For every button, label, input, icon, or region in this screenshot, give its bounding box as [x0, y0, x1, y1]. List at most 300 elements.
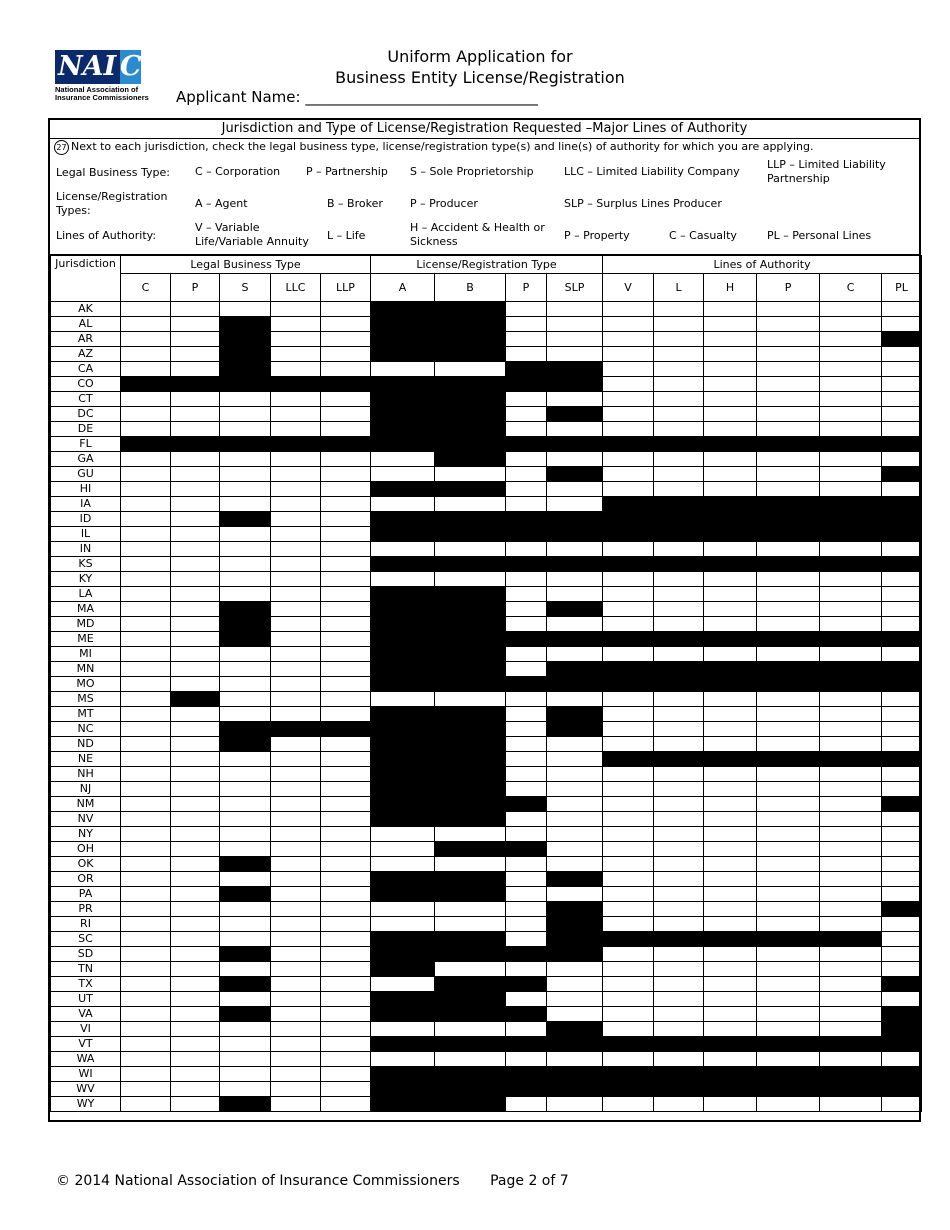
- checkbox-cell[interactable]: [757, 572, 820, 587]
- checkbox-cell[interactable]: [506, 347, 547, 362]
- checkbox-cell[interactable]: [271, 977, 321, 992]
- checkbox-cell[interactable]: [171, 1097, 220, 1112]
- checkbox-cell[interactable]: [171, 482, 220, 497]
- checkbox-cell[interactable]: [171, 767, 220, 782]
- checkbox-cell[interactable]: [171, 962, 220, 977]
- checkbox-cell[interactable]: [704, 1007, 757, 1022]
- checkbox-cell[interactable]: [704, 977, 757, 992]
- checkbox-cell[interactable]: [220, 1052, 271, 1067]
- checkbox-cell[interactable]: [171, 347, 220, 362]
- checkbox-cell[interactable]: [882, 407, 922, 422]
- checkbox-cell[interactable]: [121, 782, 171, 797]
- checkbox-cell[interactable]: [882, 692, 922, 707]
- checkbox-cell[interactable]: [506, 617, 547, 632]
- checkbox-cell[interactable]: [271, 557, 321, 572]
- checkbox-cell[interactable]: [654, 917, 704, 932]
- checkbox-cell[interactable]: [757, 482, 820, 497]
- checkbox-cell[interactable]: [820, 1052, 882, 1067]
- checkbox-cell[interactable]: [704, 722, 757, 737]
- checkbox-cell[interactable]: [321, 812, 371, 827]
- checkbox-cell[interactable]: [757, 977, 820, 992]
- checkbox-cell[interactable]: [121, 617, 171, 632]
- checkbox-cell[interactable]: [820, 917, 882, 932]
- checkbox-cell[interactable]: [506, 467, 547, 482]
- checkbox-cell[interactable]: [121, 677, 171, 692]
- checkbox-cell[interactable]: [757, 1052, 820, 1067]
- checkbox-cell[interactable]: [506, 932, 547, 947]
- checkbox-cell[interactable]: [121, 407, 171, 422]
- checkbox-cell[interactable]: [321, 932, 371, 947]
- checkbox-cell[interactable]: [506, 737, 547, 752]
- checkbox-cell[interactable]: [171, 317, 220, 332]
- checkbox-cell[interactable]: [654, 947, 704, 962]
- checkbox-cell[interactable]: [435, 1022, 506, 1037]
- checkbox-cell[interactable]: [121, 1052, 171, 1067]
- checkbox-cell[interactable]: [121, 707, 171, 722]
- checkbox-cell[interactable]: [321, 422, 371, 437]
- checkbox-cell[interactable]: [435, 467, 506, 482]
- checkbox-cell[interactable]: [820, 617, 882, 632]
- checkbox-cell[interactable]: [820, 857, 882, 872]
- checkbox-cell[interactable]: [547, 797, 603, 812]
- checkbox-cell[interactable]: [121, 452, 171, 467]
- checkbox-cell[interactable]: [435, 1052, 506, 1067]
- checkbox-cell[interactable]: [757, 302, 820, 317]
- checkbox-cell[interactable]: [121, 752, 171, 767]
- checkbox-cell[interactable]: [820, 452, 882, 467]
- checkbox-cell[interactable]: [603, 332, 654, 347]
- checkbox-cell[interactable]: [171, 707, 220, 722]
- checkbox-cell[interactable]: [321, 602, 371, 617]
- checkbox-cell[interactable]: [603, 572, 654, 587]
- checkbox-cell[interactable]: [121, 542, 171, 557]
- checkbox-cell[interactable]: [704, 647, 757, 662]
- checkbox-cell[interactable]: [121, 887, 171, 902]
- checkbox-cell[interactable]: [371, 692, 435, 707]
- checkbox-cell[interactable]: [171, 872, 220, 887]
- checkbox-cell[interactable]: [704, 617, 757, 632]
- checkbox-cell[interactable]: [757, 692, 820, 707]
- checkbox-cell[interactable]: [121, 632, 171, 647]
- checkbox-cell[interactable]: [171, 392, 220, 407]
- checkbox-cell[interactable]: [271, 932, 321, 947]
- checkbox-cell[interactable]: [654, 797, 704, 812]
- checkbox-cell[interactable]: [321, 617, 371, 632]
- checkbox-cell[interactable]: [371, 917, 435, 932]
- checkbox-cell[interactable]: [506, 722, 547, 737]
- checkbox-cell[interactable]: [547, 542, 603, 557]
- checkbox-cell[interactable]: [220, 872, 271, 887]
- checkbox-cell[interactable]: [171, 542, 220, 557]
- checkbox-cell[interactable]: [121, 362, 171, 377]
- checkbox-cell[interactable]: [603, 707, 654, 722]
- checkbox-cell[interactable]: [603, 302, 654, 317]
- checkbox-cell[interactable]: [321, 692, 371, 707]
- checkbox-cell[interactable]: [271, 962, 321, 977]
- checkbox-cell[interactable]: [121, 317, 171, 332]
- checkbox-cell[interactable]: [820, 1007, 882, 1022]
- checkbox-cell[interactable]: [121, 512, 171, 527]
- checkbox-cell[interactable]: [121, 422, 171, 437]
- checkbox-cell[interactable]: [757, 887, 820, 902]
- checkbox-cell[interactable]: [704, 602, 757, 617]
- checkbox-cell[interactable]: [882, 992, 922, 1007]
- checkbox-cell[interactable]: [547, 347, 603, 362]
- checkbox-cell[interactable]: [757, 797, 820, 812]
- checkbox-cell[interactable]: [321, 362, 371, 377]
- checkbox-cell[interactable]: [882, 542, 922, 557]
- checkbox-cell[interactable]: [435, 572, 506, 587]
- checkbox-cell[interactable]: [547, 827, 603, 842]
- checkbox-cell[interactable]: [220, 692, 271, 707]
- checkbox-cell[interactable]: [171, 827, 220, 842]
- checkbox-cell[interactable]: [882, 422, 922, 437]
- checkbox-cell[interactable]: [704, 1052, 757, 1067]
- checkbox-cell[interactable]: [704, 872, 757, 887]
- checkbox-cell[interactable]: [271, 677, 321, 692]
- checkbox-cell[interactable]: [121, 992, 171, 1007]
- checkbox-cell[interactable]: [121, 527, 171, 542]
- checkbox-cell[interactable]: [882, 767, 922, 782]
- checkbox-cell[interactable]: [321, 902, 371, 917]
- checkbox-cell[interactable]: [506, 767, 547, 782]
- checkbox-cell[interactable]: [171, 617, 220, 632]
- checkbox-cell[interactable]: [757, 452, 820, 467]
- checkbox-cell[interactable]: [506, 782, 547, 797]
- checkbox-cell[interactable]: [271, 707, 321, 722]
- checkbox-cell[interactable]: [121, 977, 171, 992]
- checkbox-cell[interactable]: [321, 632, 371, 647]
- checkbox-cell[interactable]: [547, 782, 603, 797]
- checkbox-cell[interactable]: [321, 512, 371, 527]
- checkbox-cell[interactable]: [220, 662, 271, 677]
- checkbox-cell[interactable]: [820, 647, 882, 662]
- checkbox-cell[interactable]: [121, 827, 171, 842]
- checkbox-cell[interactable]: [603, 782, 654, 797]
- checkbox-cell[interactable]: [704, 827, 757, 842]
- checkbox-cell[interactable]: [882, 872, 922, 887]
- checkbox-cell[interactable]: [820, 332, 882, 347]
- checkbox-cell[interactable]: [220, 1037, 271, 1052]
- checkbox-cell[interactable]: [171, 362, 220, 377]
- checkbox-cell[interactable]: [882, 452, 922, 467]
- checkbox-cell[interactable]: [547, 587, 603, 602]
- checkbox-cell[interactable]: [506, 1052, 547, 1067]
- checkbox-cell[interactable]: [547, 302, 603, 317]
- checkbox-cell[interactable]: [321, 887, 371, 902]
- checkbox-cell[interactable]: [271, 647, 321, 662]
- checkbox-cell[interactable]: [220, 392, 271, 407]
- checkbox-cell[interactable]: [882, 617, 922, 632]
- checkbox-cell[interactable]: [757, 317, 820, 332]
- checkbox-cell[interactable]: [271, 857, 321, 872]
- checkbox-cell[interactable]: [603, 902, 654, 917]
- checkbox-cell[interactable]: [820, 602, 882, 617]
- checkbox-cell[interactable]: [506, 752, 547, 767]
- checkbox-cell[interactable]: [321, 662, 371, 677]
- checkbox-cell[interactable]: [506, 587, 547, 602]
- checkbox-cell[interactable]: [321, 872, 371, 887]
- checkbox-cell[interactable]: [506, 407, 547, 422]
- checkbox-cell[interactable]: [271, 1067, 321, 1082]
- checkbox-cell[interactable]: [371, 452, 435, 467]
- checkbox-cell[interactable]: [121, 722, 171, 737]
- checkbox-cell[interactable]: [220, 1082, 271, 1097]
- checkbox-cell[interactable]: [220, 572, 271, 587]
- checkbox-cell[interactable]: [321, 827, 371, 842]
- checkbox-cell[interactable]: [820, 737, 882, 752]
- checkbox-cell[interactable]: [820, 407, 882, 422]
- checkbox-cell[interactable]: [704, 362, 757, 377]
- checkbox-cell[interactable]: [271, 1037, 321, 1052]
- checkbox-cell[interactable]: [271, 782, 321, 797]
- checkbox-cell[interactable]: [757, 392, 820, 407]
- checkbox-cell[interactable]: [271, 347, 321, 362]
- checkbox-cell[interactable]: [757, 917, 820, 932]
- checkbox-cell[interactable]: [121, 1067, 171, 1082]
- checkbox-cell[interactable]: [271, 767, 321, 782]
- checkbox-cell[interactable]: [603, 992, 654, 1007]
- checkbox-cell[interactable]: [654, 347, 704, 362]
- checkbox-cell[interactable]: [506, 917, 547, 932]
- checkbox-cell[interactable]: [654, 977, 704, 992]
- checkbox-cell[interactable]: [271, 497, 321, 512]
- checkbox-cell[interactable]: [820, 317, 882, 332]
- checkbox-cell[interactable]: [171, 1052, 220, 1067]
- checkbox-cell[interactable]: [171, 677, 220, 692]
- checkbox-cell[interactable]: [704, 842, 757, 857]
- checkbox-cell[interactable]: [371, 467, 435, 482]
- checkbox-cell[interactable]: [654, 737, 704, 752]
- checkbox-cell[interactable]: [547, 887, 603, 902]
- checkbox-cell[interactable]: [882, 962, 922, 977]
- checkbox-cell[interactable]: [704, 452, 757, 467]
- checkbox-cell[interactable]: [704, 1097, 757, 1112]
- checkbox-cell[interactable]: [220, 752, 271, 767]
- checkbox-cell[interactable]: [704, 707, 757, 722]
- checkbox-cell[interactable]: [121, 482, 171, 497]
- checkbox-cell[interactable]: [271, 632, 321, 647]
- checkbox-cell[interactable]: [820, 467, 882, 482]
- checkbox-cell[interactable]: [171, 662, 220, 677]
- checkbox-cell[interactable]: [271, 422, 321, 437]
- checkbox-cell[interactable]: [321, 1067, 371, 1082]
- checkbox-cell[interactable]: [704, 392, 757, 407]
- checkbox-cell[interactable]: [121, 1082, 171, 1097]
- checkbox-cell[interactable]: [220, 902, 271, 917]
- checkbox-cell[interactable]: [220, 467, 271, 482]
- checkbox-cell[interactable]: [603, 587, 654, 602]
- checkbox-cell[interactable]: [603, 377, 654, 392]
- checkbox-cell[interactable]: [220, 407, 271, 422]
- checkbox-cell[interactable]: [271, 572, 321, 587]
- checkbox-cell[interactable]: [121, 587, 171, 602]
- checkbox-cell[interactable]: [371, 572, 435, 587]
- checkbox-cell[interactable]: [704, 737, 757, 752]
- checkbox-cell[interactable]: [820, 707, 882, 722]
- checkbox-cell[interactable]: [271, 1082, 321, 1097]
- checkbox-cell[interactable]: [321, 542, 371, 557]
- checkbox-cell[interactable]: [882, 947, 922, 962]
- checkbox-cell[interactable]: [171, 857, 220, 872]
- checkbox-cell[interactable]: [654, 542, 704, 557]
- checkbox-cell[interactable]: [704, 407, 757, 422]
- checkbox-cell[interactable]: [820, 827, 882, 842]
- checkbox-cell[interactable]: [220, 542, 271, 557]
- checkbox-cell[interactable]: [547, 857, 603, 872]
- checkbox-cell[interactable]: [171, 887, 220, 902]
- checkbox-cell[interactable]: [820, 902, 882, 917]
- checkbox-cell[interactable]: [220, 782, 271, 797]
- checkbox-cell[interactable]: [603, 467, 654, 482]
- checkbox-cell[interactable]: [506, 692, 547, 707]
- checkbox-cell[interactable]: [603, 317, 654, 332]
- checkbox-cell[interactable]: [435, 857, 506, 872]
- checkbox-cell[interactable]: [882, 782, 922, 797]
- checkbox-cell[interactable]: [435, 827, 506, 842]
- checkbox-cell[interactable]: [321, 1052, 371, 1067]
- checkbox-cell[interactable]: [820, 377, 882, 392]
- checkbox-cell[interactable]: [220, 677, 271, 692]
- checkbox-cell[interactable]: [506, 332, 547, 347]
- checkbox-cell[interactable]: [757, 782, 820, 797]
- checkbox-cell[interactable]: [506, 542, 547, 557]
- checkbox-cell[interactable]: [654, 992, 704, 1007]
- checkbox-cell[interactable]: [882, 827, 922, 842]
- checkbox-cell[interactable]: [506, 392, 547, 407]
- checkbox-cell[interactable]: [121, 392, 171, 407]
- checkbox-cell[interactable]: [220, 932, 271, 947]
- checkbox-cell[interactable]: [704, 377, 757, 392]
- checkbox-cell[interactable]: [547, 1097, 603, 1112]
- checkbox-cell[interactable]: [704, 572, 757, 587]
- checkbox-cell[interactable]: [321, 1097, 371, 1112]
- checkbox-cell[interactable]: [704, 302, 757, 317]
- checkbox-cell[interactable]: [506, 992, 547, 1007]
- checkbox-cell[interactable]: [121, 347, 171, 362]
- checkbox-cell[interactable]: [371, 1022, 435, 1037]
- checkbox-cell[interactable]: [603, 482, 654, 497]
- checkbox-cell[interactable]: [654, 422, 704, 437]
- checkbox-cell[interactable]: [654, 572, 704, 587]
- checkbox-cell[interactable]: [704, 917, 757, 932]
- checkbox-cell[interactable]: [882, 482, 922, 497]
- checkbox-cell[interactable]: [121, 692, 171, 707]
- checkbox-cell[interactable]: [271, 362, 321, 377]
- checkbox-cell[interactable]: [121, 947, 171, 962]
- checkbox-cell[interactable]: [171, 407, 220, 422]
- checkbox-cell[interactable]: [321, 572, 371, 587]
- checkbox-cell[interactable]: [321, 587, 371, 602]
- checkbox-cell[interactable]: [121, 872, 171, 887]
- checkbox-cell[interactable]: [220, 1022, 271, 1037]
- checkbox-cell[interactable]: [704, 962, 757, 977]
- checkbox-cell[interactable]: [371, 542, 435, 557]
- checkbox-cell[interactable]: [704, 332, 757, 347]
- checkbox-cell[interactable]: [321, 857, 371, 872]
- checkbox-cell[interactable]: [757, 812, 820, 827]
- checkbox-cell[interactable]: [820, 392, 882, 407]
- checkbox-cell[interactable]: [506, 482, 547, 497]
- checkbox-cell[interactable]: [603, 362, 654, 377]
- checkbox-cell[interactable]: [603, 812, 654, 827]
- checkbox-cell[interactable]: [704, 767, 757, 782]
- checkbox-cell[interactable]: [757, 617, 820, 632]
- checkbox-cell[interactable]: [704, 467, 757, 482]
- checkbox-cell[interactable]: [220, 707, 271, 722]
- checkbox-cell[interactable]: [506, 812, 547, 827]
- checkbox-cell[interactable]: [506, 1022, 547, 1037]
- checkbox-cell[interactable]: [171, 1067, 220, 1082]
- checkbox-cell[interactable]: [121, 302, 171, 317]
- checkbox-cell[interactable]: [820, 362, 882, 377]
- checkbox-cell[interactable]: [271, 527, 321, 542]
- checkbox-cell[interactable]: [547, 692, 603, 707]
- checkbox-cell[interactable]: [882, 842, 922, 857]
- checkbox-cell[interactable]: [820, 587, 882, 602]
- checkbox-cell[interactable]: [506, 902, 547, 917]
- checkbox-cell[interactable]: [171, 812, 220, 827]
- checkbox-cell[interactable]: [171, 902, 220, 917]
- checkbox-cell[interactable]: [547, 617, 603, 632]
- checkbox-cell[interactable]: [654, 722, 704, 737]
- checkbox-cell[interactable]: [171, 917, 220, 932]
- checkbox-cell[interactable]: [171, 782, 220, 797]
- checkbox-cell[interactable]: [171, 557, 220, 572]
- checkbox-cell[interactable]: [371, 497, 435, 512]
- checkbox-cell[interactable]: [820, 947, 882, 962]
- checkbox-cell[interactable]: [171, 932, 220, 947]
- checkbox-cell[interactable]: [820, 572, 882, 587]
- checkbox-cell[interactable]: [220, 812, 271, 827]
- checkbox-cell[interactable]: [321, 527, 371, 542]
- checkbox-cell[interactable]: [121, 662, 171, 677]
- checkbox-cell[interactable]: [704, 782, 757, 797]
- checkbox-cell[interactable]: [321, 317, 371, 332]
- checkbox-cell[interactable]: [603, 602, 654, 617]
- checkbox-cell[interactable]: [435, 542, 506, 557]
- checkbox-cell[interactable]: [603, 452, 654, 467]
- checkbox-cell[interactable]: [271, 542, 321, 557]
- checkbox-cell[interactable]: [271, 662, 321, 677]
- checkbox-cell[interactable]: [271, 827, 321, 842]
- checkbox-cell[interactable]: [506, 647, 547, 662]
- checkbox-cell[interactable]: [654, 857, 704, 872]
- checkbox-cell[interactable]: [820, 347, 882, 362]
- checkbox-cell[interactable]: [547, 737, 603, 752]
- checkbox-cell[interactable]: [171, 467, 220, 482]
- checkbox-cell[interactable]: [757, 842, 820, 857]
- checkbox-cell[interactable]: [882, 587, 922, 602]
- checkbox-cell[interactable]: [435, 917, 506, 932]
- checkbox-cell[interactable]: [757, 827, 820, 842]
- checkbox-cell[interactable]: [171, 992, 220, 1007]
- checkbox-cell[interactable]: [820, 812, 882, 827]
- checkbox-cell[interactable]: [654, 902, 704, 917]
- checkbox-cell[interactable]: [547, 842, 603, 857]
- checkbox-cell[interactable]: [757, 872, 820, 887]
- checkbox-cell[interactable]: [603, 857, 654, 872]
- checkbox-cell[interactable]: [121, 917, 171, 932]
- checkbox-cell[interactable]: [171, 1022, 220, 1037]
- checkbox-cell[interactable]: [603, 1097, 654, 1112]
- checkbox-cell[interactable]: [220, 797, 271, 812]
- checkbox-cell[interactable]: [220, 827, 271, 842]
- checkbox-cell[interactable]: [271, 512, 321, 527]
- checkbox-cell[interactable]: [506, 572, 547, 587]
- checkbox-cell[interactable]: [171, 527, 220, 542]
- checkbox-cell[interactable]: [121, 1022, 171, 1037]
